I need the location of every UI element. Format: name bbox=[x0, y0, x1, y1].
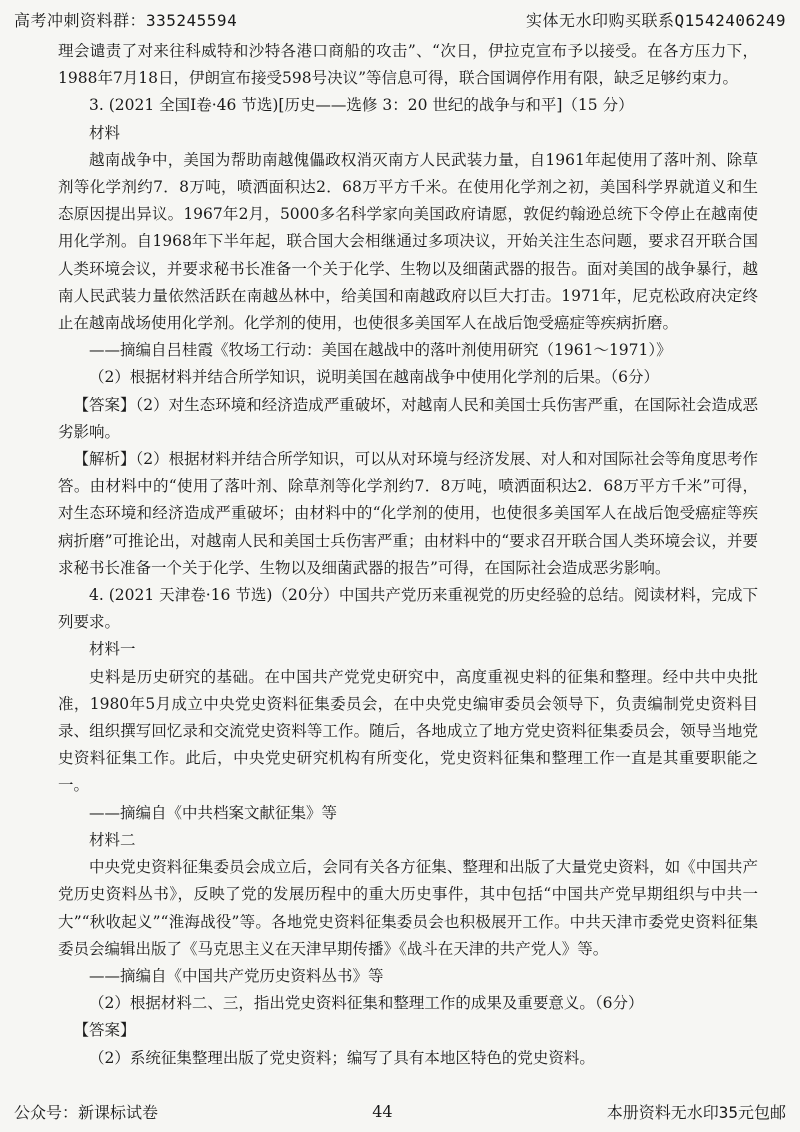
citation: ——摘编自《中共档案文献征集》等 bbox=[89, 803, 338, 822]
analysis: 【解析】（2）根据材料并结合所学知识，可以从对环境与经济发展、对人和对国际社会等角度思考作答。由材料中的“使用了落叶剂、除草剂等化学剂约7．8万吨，喷洒面积达2．68万平方千米”可得，对生态环境和经济造成严重破坏；由材料中的“化学剂的使用，也使很多美国军人在战后饱受癌症等疾病折磨”可推论出，对越南人民和美国士兵伤害严重；由材料中的“要求召开联合国人类环境会议，并要求秘书长准备一个关于化学、生物以及细菌武器的报告”可得，在国际社会造成恶劣影响。 bbox=[58, 450, 758, 577]
footer-left-text: 公众号：新课标试卷 bbox=[14, 1102, 159, 1122]
material-2-label: 材料二 bbox=[89, 830, 136, 849]
document-body bbox=[58, 38, 758, 1072]
material-label: 材料 bbox=[89, 123, 121, 142]
page-header bbox=[14, 4, 786, 34]
citation: ——摘编自吕桂霞《牧场工行动：美国在越战中的落叶剂使用研究（1961～1971）》 bbox=[89, 341, 672, 360]
footer-right-text: 本册资料无水印35元包邮 bbox=[606, 1102, 786, 1122]
answer-label: 【答案】 bbox=[73, 1021, 136, 1040]
material-1-label: 材料一 bbox=[89, 640, 136, 659]
page-number: 44 bbox=[372, 1101, 393, 1121]
question-3-heading: 3. (2021 全国Ⅰ卷·46 节选)[历史——选修 3：20 世纪的战争与和平]（15 分） bbox=[89, 96, 634, 115]
header-right-text: 实体无水印购买联系Q1542406249 bbox=[526, 10, 786, 30]
page-footer bbox=[14, 1096, 786, 1126]
material-2-text: 中央党史资料征集委员会成立后，会同有关各方征集、整理和出版了大量党史资料，如《中国共产党历史资料丛书》，反映了党的发展历程中的重大历史事件，其中包括“中国共产党早期组织与中共一大”“秋收起义”“淮海战役”等。各地党史资料征集委员会也积极展开工作。中共天津市委党史资料征集委员会编辑出版了《马克思主义在天津早期传播》《战斗在天津的共产党人》等。 bbox=[58, 858, 758, 958]
answer: 【答案】（2）对生态环境和经济造成严重破坏，对越南人民和美国士兵伤害严重，在国际社会造成恶劣影响。 bbox=[58, 395, 758, 441]
paragraph: 理会谴责了对来往科威特和沙特各港口商船的攻击”、“次日，伊拉克宣布予以接受。在各方压力下，1988年7月18日，伊朗宣布接受598号决议”等信息可得，联合国调停作用有限，缺乏足够约束力。 bbox=[58, 42, 758, 88]
citation: ——摘编自《中国共产党历史资料丛书》等 bbox=[89, 966, 384, 985]
material-text: 越南战争中，美国为帮助南越傀儡政权消灭南方人民武装力量，自1961年起使用了落叶剂、除草剂等化学剂约7．8万吨，喷洒面积达2．68万平方千米。在使用化学剂之初，美国科学界就道义和生态原因提出异议。1967年2月，5000多名科学家向美国政府请愿，敦促约翰逊总统下令停止在越南使用化学剂。自1968年下半年起，联合国大会相继通过多项决议，开始关注生态问题，要求召开联合国人类环境会议，并要求秘书长准备一个关于化学、生物以及细菌武器的报告。面对美国的战争暴行，越南人民武装力量依然活跃在南越丛林中，给美国和南越政府以巨大打击。1971年，尼克松政府决定终止在越南战场使用化学剂。化学剂的使用，也使很多美国军人在战后饱受癌症等疾病折磨。 bbox=[58, 150, 758, 333]
header-left-text: 高考冲刺资料群：335245594 bbox=[14, 10, 238, 30]
sub-question: （2）根据材料二、三，指出党史资料征集和整理工作的成果及重要意义。（6分） bbox=[89, 994, 644, 1013]
sub-question: （2）根据材料并结合所学知识，说明美国在越南战争中使用化学剂的后果。（6分） bbox=[89, 368, 659, 387]
answer-text: （2）系统征集整理出版了党史资料；编写了具有本地区特色的党史资料。 bbox=[89, 1048, 595, 1067]
question-4-heading: 4. (2021 天津卷·16 节选)（20分）中国共产党历来重视党的历史经验的总结。阅读材料，完成下列要求。 bbox=[58, 586, 758, 632]
material-1-text: 史料是历史研究的基础。在中国共产党党史研究中，高度重视史料的征集和整理。经中共中央批准，1980年5月成立中央党史资料征集委员会，在中央党史编审委员会领导下，负责编制党史资料目录、组织撰写回忆录和交流党史资料等工作。随后，各地成立了地方党史资料征集委员会，领导当地党史资料征集工作。此后，中央党史研究机构有所变化，党史资料征集和整理工作一直是其重要职能之一。 bbox=[58, 667, 758, 795]
